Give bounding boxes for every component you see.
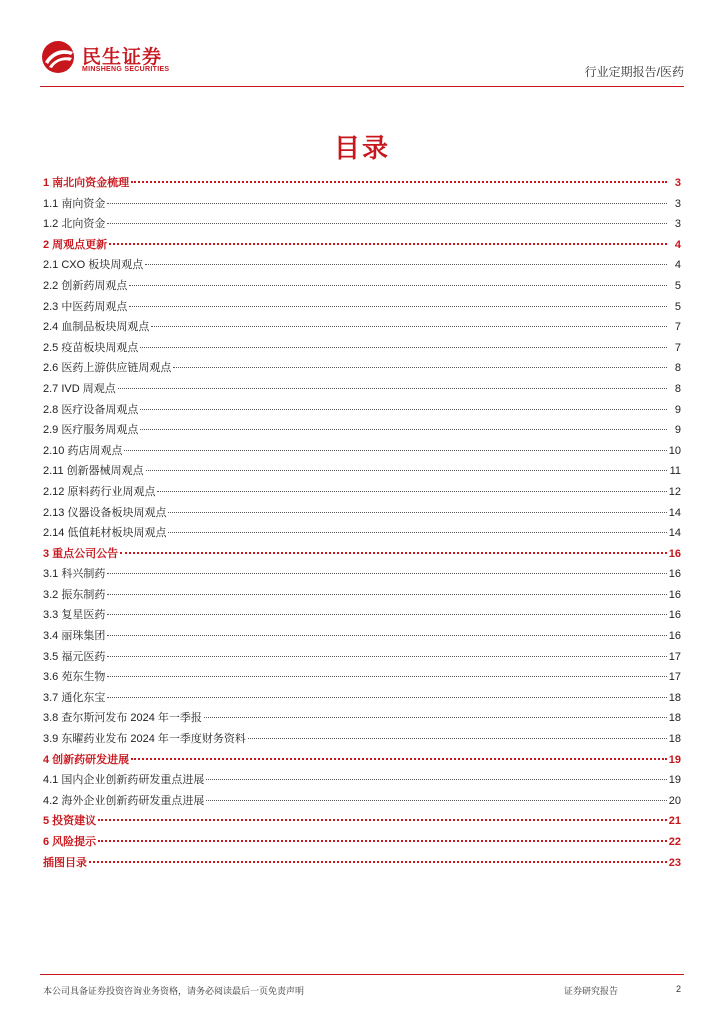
logo-text-cn: 民生证券 (82, 47, 163, 68)
toc-entry-page: 18 (668, 733, 681, 746)
toc-entry-subsection[interactable] (43, 709, 681, 730)
toc-entry-subsection[interactable] (43, 483, 681, 504)
toc-dot-leader (204, 717, 667, 718)
toc-entry-title: 2.9 医疗服务周观点 (43, 424, 139, 437)
toc-entry-title: 3.3 复星医药 (43, 609, 106, 622)
toc-entry-title: 1.2 北向资金 (43, 218, 106, 231)
toc-entry-page: 5 (674, 279, 681, 292)
table-of-contents (43, 174, 681, 874)
toc-entry-subsection[interactable] (43, 318, 681, 339)
toc-entry-subsection[interactable] (43, 504, 681, 525)
toc-entry-subsection[interactable] (43, 606, 681, 627)
toc-entry-subsection[interactable] (43, 565, 681, 586)
toc-entry-title: 3.8 查尔斯河发布 2024 年一季报 (43, 712, 202, 725)
logo-text-en: MINSHENG SECURITIES (82, 66, 170, 73)
toc-dot-leader (168, 512, 666, 513)
toc-entry-page: 3 (674, 197, 681, 210)
toc-dot-leader (107, 203, 667, 204)
toc-dot-leader (107, 573, 666, 574)
toc-entry-subsection[interactable] (43, 668, 681, 689)
toc-dot-leader (107, 223, 667, 224)
toc-entry-page: 4 (674, 238, 681, 251)
toc-dot-leader (129, 285, 667, 286)
company-logo (40, 38, 220, 78)
toc-entry-title: 3.6 苑东生物 (43, 671, 106, 684)
toc-entry-title: 4 创新药研发进展 (43, 753, 130, 766)
toc-dot-leader (140, 409, 667, 410)
toc-dot-leader (120, 552, 667, 554)
toc-entry-subsection[interactable] (43, 277, 681, 298)
toc-entry-title: 1.1 南向资金 (43, 197, 106, 210)
toc-entry-page: 19 (668, 753, 681, 766)
toc-dot-leader (145, 264, 667, 265)
toc-entry-page: 5 (674, 300, 681, 313)
toc-entry-title: 插图目录 (43, 856, 87, 869)
toc-entry-title: 3.7 通化东宝 (43, 691, 106, 704)
toc-entry-title: 2.6 医药上游供应链周观点 (43, 362, 172, 375)
toc-entry-page: 16 (668, 568, 681, 581)
toc-dot-leader (157, 491, 666, 492)
toc-dot-leader (107, 656, 666, 657)
toc-dot-leader (168, 532, 666, 533)
toc-entry-page: 3 (674, 218, 681, 231)
toc-dot-leader (131, 181, 667, 183)
toc-entry-title: 2.14 低值耗材板块周观点 (43, 527, 167, 540)
toc-entry-section[interactable] (43, 174, 681, 195)
toc-entry-page: 7 (674, 341, 681, 354)
toc-entry-title: 3.5 福元医药 (43, 650, 106, 663)
toc-entry-page: 19 (668, 774, 681, 787)
toc-entry-subsection[interactable] (43, 256, 681, 277)
toc-entry-title: 2.8 医疗设备周观点 (43, 403, 139, 416)
toc-entry-title: 2.11 创新器械周观点 (43, 465, 144, 478)
toc-dot-leader (107, 697, 666, 698)
footer-label: 证券研究报告 (564, 986, 619, 996)
toc-dot-leader (140, 347, 667, 348)
toc-entry-title: 4.1 国内企业创新药研发重点进展 (43, 774, 205, 787)
toc-entry-subsection[interactable] (43, 462, 681, 483)
toc-entry-title: 5 投资建议 (43, 815, 97, 828)
toc-entry-page: 23 (668, 856, 681, 869)
toc-dot-leader (206, 779, 666, 780)
toc-entry-subsection[interactable] (43, 689, 681, 710)
toc-dot-leader (107, 614, 666, 615)
page-number: 2 (675, 984, 681, 994)
toc-entry-subsection[interactable] (43, 359, 681, 380)
toc-entry-subsection[interactable] (43, 215, 681, 236)
toc-dot-leader (98, 819, 667, 821)
toc-entry-subsection[interactable] (43, 627, 681, 648)
toc-entry-subsection[interactable] (43, 730, 681, 751)
toc-dot-leader (98, 840, 667, 842)
toc-dot-leader (118, 388, 667, 389)
toc-entry-page: 22 (668, 836, 681, 848)
toc-entry-subsection[interactable] (43, 195, 681, 216)
toc-dot-leader (109, 243, 667, 245)
toc-entry-title: 2 周观点更新 (43, 238, 108, 251)
toc-entry-title: 3 重点公司公告 (43, 547, 119, 560)
toc-entry-page: 18 (668, 712, 681, 725)
toc-entry-page: 17 (668, 650, 681, 663)
toc-entry-title: 2.2 创新药周观点 (43, 279, 128, 292)
toc-entry-title: 2.13 仪器设备板块周观点 (43, 506, 167, 519)
toc-entry-title: 2.12 原料药行业周观点 (43, 485, 156, 498)
toc-entry-title: 2.5 疫苗板块周观点 (43, 341, 139, 354)
toc-entry-subsection[interactable] (43, 648, 681, 669)
toc-entry-page: 8 (674, 382, 681, 395)
toc-dot-leader (173, 367, 667, 368)
toc-entry-subsection[interactable] (43, 421, 681, 442)
toc-entry-subsection[interactable] (43, 380, 681, 401)
toc-entry-subsection[interactable] (43, 298, 681, 319)
toc-entry-title: 3.1 科兴制药 (43, 568, 106, 581)
toc-entry-page: 14 (668, 506, 681, 519)
toc-dot-leader (131, 758, 667, 760)
footer-disclaimer: 本公司具备证券投资咨询业务资格，请务必阅读最后一页免责声明 (43, 986, 305, 996)
toc-entry-title: 2.4 血制品板块周观点 (43, 321, 150, 334)
toc-entry-page: 17 (668, 671, 681, 684)
toc-entry-title: 2.3 中医药周观点 (43, 300, 128, 313)
toc-entry-page: 8 (674, 362, 681, 375)
toc-entry-page: 12 (668, 485, 681, 498)
toc-dot-leader (151, 326, 667, 327)
toc-entry-page: 9 (674, 403, 681, 416)
minsheng-logo-icon (40, 40, 76, 74)
toc-entry-title: 6 风险提示 (43, 836, 97, 848)
footer-divider (40, 974, 684, 975)
toc-entry-subsection[interactable] (43, 771, 681, 792)
toc-dot-leader (140, 429, 667, 430)
toc-entry-page: 14 (668, 527, 681, 540)
toc-entry-section[interactable] (43, 812, 681, 833)
toc-entry-subsection[interactable] (43, 401, 681, 422)
toc-entry-page: 20 (668, 794, 681, 807)
toc-entry-title: 3.9 东曜药业发布 2024 年一季度财务资料 (43, 733, 246, 746)
toc-dot-leader (248, 738, 667, 739)
toc-entry-section[interactable] (43, 833, 681, 854)
toc-entry-title: 2.10 药店周观点 (43, 444, 123, 457)
toc-entry-page: 7 (674, 321, 681, 334)
toc-entry-subsection[interactable] (43, 524, 681, 545)
toc-entry-page: 10 (668, 444, 681, 457)
toc-entry-title: 3.2 振东制药 (43, 588, 106, 601)
toc-entry-section[interactable] (43, 854, 681, 875)
toc-dot-leader (89, 861, 667, 863)
report-type: 行业定期报告/医药 (584, 65, 684, 79)
toc-entry-title: 2.7 IVD 周观点 (43, 382, 116, 395)
toc-entry-page: 9 (674, 424, 681, 437)
toc-entry-subsection[interactable] (43, 442, 681, 463)
toc-dot-leader (124, 450, 666, 451)
toc-dot-leader (107, 594, 666, 595)
toc-dot-leader (206, 800, 666, 801)
toc-dot-leader (129, 306, 667, 307)
toc-entry-section[interactable] (43, 751, 681, 772)
toc-entry-page: 21 (668, 815, 681, 828)
toc-entry-section[interactable] (43, 545, 681, 566)
toc-entry-page: 16 (668, 609, 681, 622)
header-divider (40, 86, 684, 87)
toc-entry-subsection[interactable] (43, 792, 681, 813)
page-header (40, 38, 684, 84)
toc-dot-leader (146, 470, 667, 471)
toc-title: 目录 (333, 133, 390, 163)
toc-entry-page: 18 (668, 691, 681, 704)
toc-entry-subsection[interactable] (43, 339, 681, 360)
toc-dot-leader (107, 635, 666, 636)
toc-entry-page: 16 (668, 588, 681, 601)
toc-entry-page: 4 (674, 259, 681, 272)
toc-entry-subsection[interactable] (43, 586, 681, 607)
toc-entry-title: 3.4 丽珠集团 (43, 630, 106, 643)
toc-dot-leader (107, 676, 666, 677)
toc-entry-page: 16 (668, 547, 681, 560)
toc-entry-title: 2.1 CXO 板块周观点 (43, 259, 144, 272)
toc-entry-section[interactable] (43, 236, 681, 257)
toc-entry-title: 1 南北向资金梳理 (43, 177, 130, 189)
toc-entry-page: 11 (669, 465, 681, 478)
toc-entry-page: 16 (668, 630, 681, 643)
toc-entry-page: 3 (674, 177, 681, 189)
toc-entry-title: 4.2 海外企业创新药研发重点进展 (43, 794, 205, 807)
